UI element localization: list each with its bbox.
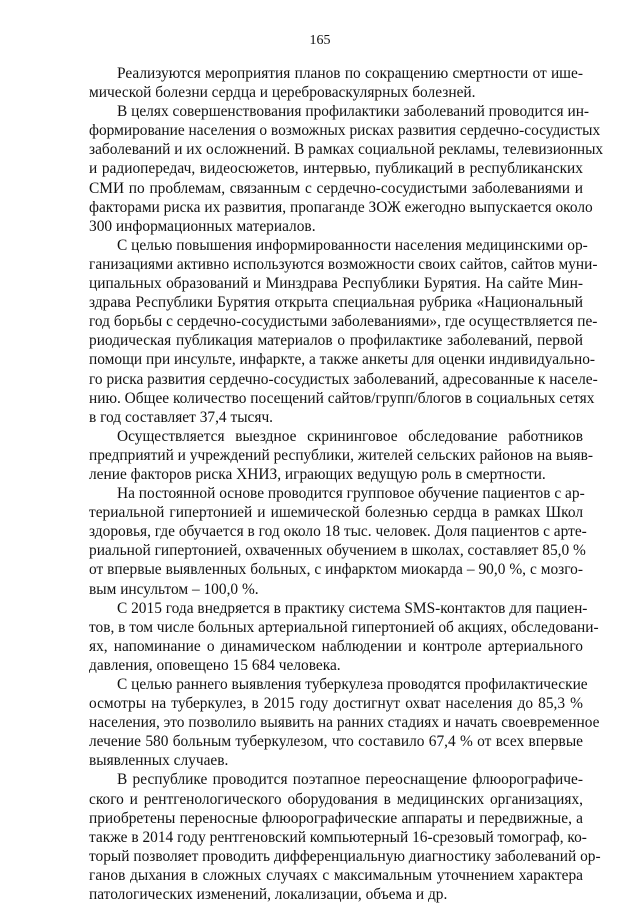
body-text	[89, 64, 604, 904]
paragraph	[89, 675, 600, 770]
text-line: ского и рентгенологического оборудования в медицинских организациях,	[89, 790, 583, 808]
text-line: помощи при инсульте, инфаркте, а также анкеты для оценки индивидуально-	[89, 351, 596, 369]
text-line: осмотры на туберкулез, в 2015 году достигнут охват населения до 85,3 %	[89, 695, 583, 713]
text-line: вым инсультом – 100,0 %.	[89, 580, 259, 598]
page-number: 165	[309, 33, 331, 48]
text-line: риальной гипертонией, охваченных обучением в школах, составляет 85,0 %	[89, 542, 586, 560]
text-line: ципальных образований и Минздрава Республики Бурятия. На сайте Мин-	[89, 275, 583, 293]
text-line: С целью раннего выявления туберкулеза проводятся профилактические	[117, 676, 588, 693]
paragraph	[89, 102, 604, 236]
text-line: выявленных случаев.	[89, 752, 229, 770]
text-line: С целью повышения информированности населения медицинскими ор-	[117, 236, 588, 254]
text-line: Осуществляется выездное скрининговое обследование работников	[117, 427, 583, 445]
text-line: СМИ по проблемам, связанным с сердечно-сосудистыми заболеваниями и	[89, 179, 583, 197]
text-line: торый позволяет проводить дифференциальную диагностику заболеваний ор-	[89, 847, 601, 865]
text-line: год борьбы с сердечно-сосудистыми заболеваниями», где осуществляется пе-	[89, 313, 598, 331]
paragraph	[89, 64, 583, 102]
text-line: териальной гипертонией и ишемической болезнью сердца в рамках Школ	[89, 504, 583, 522]
text-line: давления, оповещено 15 684 человека.	[89, 656, 341, 674]
text-line: ганизациями активно используются возможности своих сайтов, сайтов муни-	[89, 255, 598, 273]
text-line: формирование населения о возможных рисках развития сердечно-сосудистых	[89, 122, 601, 140]
text-line: заболеваний и их осложнений. В рамках социальной рекламы, телевизионных	[89, 141, 604, 159]
text-line: патологических изменений, локализации, объема и др.	[89, 886, 448, 904]
paragraph	[89, 770, 601, 904]
text-line: факторами риска их развития, пропаганде ЗОЖ ежегодно выпускается около	[89, 198, 593, 216]
text-line: 300 информационных материалов.	[89, 217, 316, 235]
text-line: предприятий и учреждений республики, жителей сельских районов на выяв-	[89, 446, 593, 464]
text-line: здрава Республики Бурятия открыта специальная рубрика «Национальный	[89, 294, 583, 312]
text-line: и радиопередач, видеосюжетов, интервью, публикаций в республиканских	[89, 160, 583, 178]
text-line: С 2015 года внедряется в практику система SMS-контактов для пациен-	[117, 599, 588, 617]
text-line: В целях совершенствования профилактики заболеваний проводится ин-	[117, 103, 590, 121]
text-line: в год составляет 37,4 тысяч.	[89, 408, 274, 426]
text-line: го риска развития сердечно-сосудистых заболеваний, адресованные к населе-	[89, 370, 598, 388]
text-line: ление факторов риска ХНИЗ, играющих ведущую роль в смертности.	[89, 465, 546, 483]
text-line: населения, это позволило выявить на ранних стадиях и начать своевременное	[89, 714, 600, 732]
text-line: здоровья, где обучается в год около 18 тыс. человек. Доля пациентов с арте-	[89, 523, 587, 541]
text-line: нию. Общее количество посещений сайтов/групп/блогов в социальных сетях	[89, 389, 595, 407]
text-line: также в 2014 году рентгеновский компьютерный 16-срезовый томограф, ко-	[89, 828, 587, 846]
paragraph	[89, 236, 598, 427]
paragraph	[89, 599, 599, 675]
text-line: ганов дыхания в сложных случаях с максимальным уточнением характера	[89, 866, 583, 884]
text-line: ях, напоминание о динамическом наблюдении и контроле артериального	[89, 637, 583, 655]
text-line: приобретены переносные флюорографические аппараты и передвижные, а	[89, 809, 583, 827]
paragraph	[89, 484, 587, 599]
text-line: мической болезни сердца и цереброваскулярных болезней.	[89, 84, 476, 102]
text-line: Реализуются мероприятия планов по сокращению смертности от ише-	[117, 65, 583, 82]
paragraph	[89, 427, 593, 484]
text-line: риодическая публикация материалов о профилактике заболеваний, первой	[89, 332, 583, 350]
text-line: В республике проводится поэтапное переоснащение флюорографиче-	[117, 771, 583, 789]
text-line: от впервые выявленных больных, с инфарктом миокарда – 90,0 %, с мозго-	[89, 561, 583, 579]
text-line: лечение 580 больным туберкулезом, что составило 67,4 % от всех впервые	[89, 733, 583, 751]
text-line: тов, в том числе больных артериальной гипертонией об акциях, обследовани-	[89, 618, 599, 636]
text-line: На постоянной основе проводится групповое обучение пациентов с ар-	[117, 485, 585, 503]
